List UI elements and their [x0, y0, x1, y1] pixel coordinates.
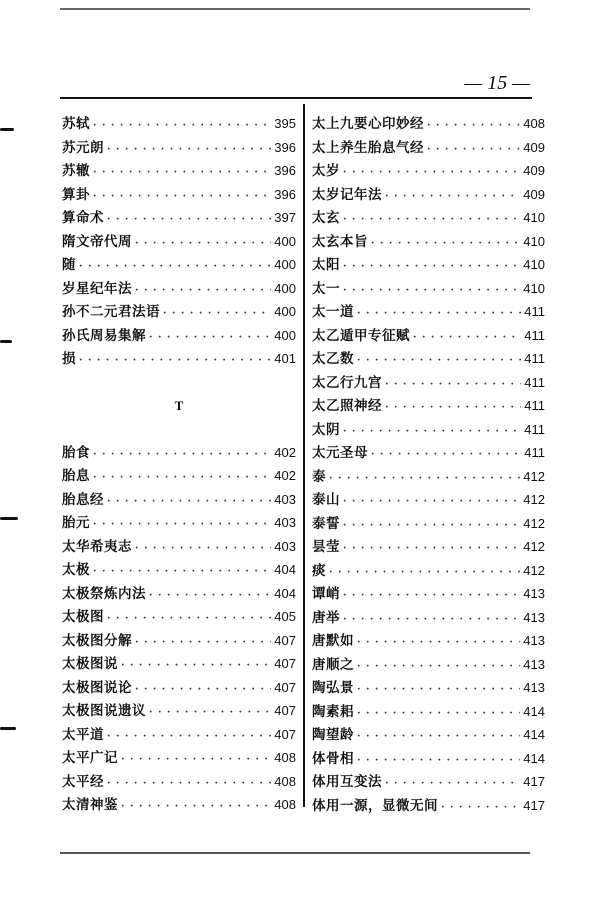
dot-leader [329, 467, 520, 491]
index-entry [312, 465, 545, 489]
entry-page-number: 413 [523, 633, 545, 648]
entry-term: 痰 [312, 562, 326, 579]
index-entry [312, 488, 545, 512]
entry-term: 太阴 [312, 421, 340, 438]
entry-term: 太上养生胎息气经 [312, 139, 424, 156]
entry-page-number: 405 [274, 609, 296, 624]
entry-term: 苏元朗 [62, 139, 104, 156]
index-entry [62, 488, 296, 512]
dot-leader [357, 749, 520, 773]
entry-page-number: 407 [274, 703, 296, 718]
entry-page-number: 413 [523, 609, 545, 625]
index-entry [62, 746, 296, 770]
dot-leader [385, 396, 521, 420]
dot-leader [135, 537, 271, 561]
dot-leader [343, 514, 520, 538]
entry-page-number: 411 [524, 304, 545, 319]
entry-page-number: 410 [523, 233, 545, 249]
entry-term: 隋文帝代周 [62, 233, 132, 250]
entry-page-number: 413 [523, 680, 545, 695]
entry-page-number: 412 [523, 539, 545, 554]
dot-leader [135, 631, 271, 655]
entry-page-number: 411 [524, 445, 545, 460]
dot-leader [149, 701, 271, 725]
dot-leader [343, 537, 520, 561]
entry-term: 谭峭 [312, 586, 340, 602]
dot-leader [93, 466, 271, 490]
entry-term: 太岁记年法 [312, 186, 382, 203]
entry-term: 太平经 [62, 773, 104, 790]
dot-leader [357, 655, 520, 679]
entry-page-number: 411 [524, 351, 545, 366]
dot-leader [357, 678, 520, 702]
entry-page-number: 411 [524, 421, 545, 437]
index-entry [312, 112, 545, 136]
entry-page-number: 396 [274, 163, 296, 178]
index-entry [62, 206, 296, 230]
index-column-right [312, 112, 545, 817]
index-entry [62, 558, 296, 582]
index-entry [312, 206, 545, 230]
entry-page-number: 404 [274, 585, 296, 601]
dot-leader [107, 208, 271, 232]
entry-page-number: 403 [274, 538, 296, 554]
index-entry [312, 253, 545, 277]
dot-leader [93, 513, 271, 537]
entry-page-number: 401 [274, 351, 296, 366]
entry-term: 陶素耜 [312, 703, 354, 720]
dot-leader [93, 560, 271, 584]
dot-leader [93, 185, 271, 209]
entry-page-number: 408 [274, 773, 296, 789]
entry-term: 胎息经 [62, 491, 104, 508]
entry-page-number: 409 [523, 139, 545, 155]
entry-page-number: 413 [523, 656, 545, 672]
dot-leader [135, 232, 271, 256]
page-number: — 15 — [464, 72, 530, 94]
entry-page-number: 412 [523, 492, 545, 507]
index-column-left [62, 112, 296, 817]
index-entry [312, 277, 545, 301]
entry-term: 泰 [312, 468, 326, 485]
index-entry [62, 770, 296, 794]
index-entry [312, 300, 545, 324]
entry-page-number: 402 [274, 444, 296, 460]
entry-page-number: 407 [274, 726, 296, 742]
index-entry [312, 418, 545, 442]
index-entry [312, 723, 545, 747]
dot-leader [385, 772, 520, 796]
dot-leader [79, 349, 271, 373]
entry-term: 太玄 [312, 210, 340, 226]
index-entry [62, 652, 296, 676]
entry-term: 胎息 [62, 468, 90, 484]
dot-leader [343, 255, 520, 279]
top-rule [60, 8, 530, 10]
dot-leader [135, 678, 271, 702]
dot-leader [107, 607, 271, 631]
index-entry [312, 136, 545, 160]
index-entry [62, 253, 296, 277]
dot-leader [343, 420, 521, 444]
header-rule [60, 97, 532, 99]
dot-leader [93, 161, 271, 185]
index-entry [62, 629, 296, 653]
dot-leader [135, 279, 271, 303]
entry-term: 胎元 [62, 515, 90, 531]
margin-mark [0, 340, 12, 343]
index-entry [62, 347, 296, 371]
dot-leader [121, 795, 271, 819]
dot-leader [357, 725, 520, 749]
entry-term: 太极图说 [62, 656, 118, 672]
entry-page-number: 396 [274, 186, 296, 202]
entry-term: 太乙行九宫 [312, 374, 382, 391]
entry-term: 唐举 [312, 609, 340, 626]
dot-leader [343, 608, 520, 632]
entry-page-number: 417 [523, 774, 545, 789]
entry-page-number: 400 [274, 280, 296, 296]
entry-page-number: 400 [274, 257, 296, 272]
dot-leader [121, 748, 271, 772]
dot-leader [93, 443, 271, 467]
dot-leader [441, 796, 520, 820]
entry-page-number: 396 [274, 139, 296, 155]
entry-page-number: 414 [523, 750, 545, 766]
entry-term: 岁星纪年法 [62, 280, 132, 297]
index-entry [62, 159, 296, 183]
entry-term: 唐默如 [312, 633, 354, 649]
entry-page-number: 397 [274, 210, 296, 225]
entry-page-number: 412 [523, 562, 545, 578]
entry-term: 胎食 [62, 444, 90, 461]
index-entry [62, 441, 296, 465]
dot-leader [413, 326, 521, 350]
entry-page-number: 413 [523, 586, 545, 601]
entry-term: 体用互变法 [312, 774, 382, 790]
dot-leader [357, 702, 520, 726]
entry-term: 太一道 [312, 304, 354, 320]
entry-page-number: 412 [523, 468, 545, 484]
dot-leader [107, 138, 271, 162]
index-entry [62, 112, 296, 136]
entry-page-number: 409 [523, 186, 545, 202]
entry-term: 昙莹 [312, 539, 340, 555]
entry-page-number: 407 [274, 656, 296, 671]
entry-page-number: 412 [523, 515, 545, 531]
entry-term: 损 [62, 351, 76, 367]
entry-term: 唐顺之 [312, 656, 354, 673]
index-entry [62, 324, 296, 348]
margin-mark [0, 727, 16, 730]
index-entry [312, 394, 545, 418]
entry-page-number: 407 [274, 632, 296, 648]
dot-leader [427, 114, 520, 138]
entry-term: 太极祭炼内法 [62, 585, 146, 602]
entry-term: 太极 [62, 562, 90, 578]
index-list-after [62, 441, 296, 817]
entry-term: 太岁 [312, 163, 340, 179]
dot-leader [79, 255, 271, 279]
column-divider [303, 104, 305, 807]
entry-page-number: 400 [274, 233, 296, 249]
entry-term: 苏轼 [62, 116, 90, 132]
dot-leader [93, 114, 271, 138]
entry-term: 随 [62, 257, 76, 273]
index-entry [312, 582, 545, 606]
index-entry [312, 559, 545, 583]
entry-term: 太华希夷志 [62, 538, 132, 555]
entry-term: 太乙照神经 [312, 398, 382, 414]
entry-page-number: 410 [523, 210, 545, 225]
dot-leader [107, 490, 271, 514]
index-entry [312, 535, 545, 559]
dot-leader [427, 138, 520, 162]
entry-term: 体用一源，显微无间 [312, 797, 438, 814]
entry-term: 陶望龄 [312, 727, 354, 743]
dot-leader [343, 208, 520, 232]
index-entry [62, 605, 296, 629]
entry-page-number: 408 [523, 116, 545, 131]
entry-page-number: 411 [524, 374, 545, 390]
index-entry [62, 136, 296, 160]
dot-leader [371, 232, 520, 256]
index-entry [312, 324, 545, 348]
bottom-rule [60, 852, 530, 854]
entry-term: 太乙遁甲专征赋 [312, 327, 410, 344]
entry-term: 孙氏周易集解 [62, 327, 146, 344]
entry-term: 太乙数 [312, 351, 354, 367]
entry-term: 太玄本旨 [312, 233, 368, 250]
dot-leader [343, 584, 520, 608]
entry-page-number: 400 [274, 327, 296, 343]
index-entry [62, 699, 296, 723]
entry-page-number: 410 [523, 280, 545, 296]
dot-leader [371, 443, 521, 467]
index-entry [62, 535, 296, 559]
entry-page-number: 417 [523, 797, 545, 813]
dot-leader [107, 772, 271, 796]
entry-term: 太平道 [62, 726, 104, 743]
dot-leader [385, 373, 521, 397]
entry-term: 泰誓 [312, 515, 340, 532]
entry-term: 太一 [312, 280, 340, 297]
index-entry [312, 441, 545, 465]
dot-leader [357, 349, 521, 373]
index-entry [312, 794, 545, 818]
index-entry [312, 606, 545, 630]
entry-term: 太极图说遗议 [62, 703, 146, 719]
entry-page-number: 414 [523, 727, 545, 742]
index-entry [62, 723, 296, 747]
entry-term: 太清神鉴 [62, 797, 118, 813]
index-entry [312, 676, 545, 700]
entry-term: 太极图分解 [62, 632, 132, 649]
margin-mark [0, 128, 14, 131]
index-list-right [312, 112, 545, 817]
entry-term: 太平广记 [62, 750, 118, 766]
entry-term: 太上九要心印妙经 [312, 116, 424, 132]
dot-leader [385, 185, 520, 209]
dot-leader [107, 725, 271, 749]
entry-term: 泰山 [312, 492, 340, 508]
dot-leader [329, 561, 520, 585]
index-entry [62, 676, 296, 700]
entry-page-number: 404 [274, 562, 296, 577]
entry-page-number: 407 [274, 679, 296, 695]
index-entry [312, 347, 545, 371]
entry-page-number: 410 [523, 257, 545, 272]
entry-term: 孙不二元君法语 [62, 304, 160, 320]
index-entry [312, 629, 545, 653]
entry-page-number: 395 [274, 116, 296, 131]
entry-term: 太极图说论 [62, 679, 132, 696]
index-entry [62, 183, 296, 207]
index-entry [312, 770, 545, 794]
section-heading-t: T [174, 397, 184, 413]
index-entry [312, 159, 545, 183]
dot-leader [343, 490, 520, 514]
entry-page-number: 411 [524, 398, 545, 413]
dot-leader [149, 326, 271, 350]
dot-leader [121, 654, 271, 678]
dot-leader [343, 161, 520, 185]
index-entry [62, 582, 296, 606]
index-entry [312, 512, 545, 536]
index-entry [62, 230, 296, 254]
entry-term: 算卦 [62, 186, 90, 203]
entry-page-number: 402 [274, 468, 296, 483]
dot-leader [149, 584, 271, 608]
entry-page-number: 408 [274, 750, 296, 765]
index-entry [62, 300, 296, 324]
entry-term: 体骨相 [312, 750, 354, 767]
dot-leader [357, 631, 520, 655]
entry-term: 太阳 [312, 257, 340, 273]
margin-mark [0, 517, 18, 520]
index-entry [62, 277, 296, 301]
entry-page-number: 403 [274, 515, 296, 530]
index-list-before [62, 112, 296, 371]
index-entry [312, 747, 545, 771]
index-entry [62, 793, 296, 817]
entry-term: 算命术 [62, 210, 104, 226]
index-entry [312, 230, 545, 254]
entry-page-number: 400 [274, 304, 296, 319]
index-entry [312, 653, 545, 677]
index-entry [312, 183, 545, 207]
entry-term: 苏辙 [62, 163, 90, 179]
dot-leader [163, 302, 271, 326]
entry-page-number: 408 [274, 797, 296, 812]
entry-term: 太元圣母 [312, 445, 368, 461]
entry-page-number: 411 [524, 327, 545, 343]
index-entry [312, 371, 545, 395]
entry-page-number: 409 [523, 163, 545, 178]
index-entry [312, 700, 545, 724]
dot-leader [357, 302, 521, 326]
entry-term: 陶弘景 [312, 680, 354, 696]
entry-page-number: 414 [523, 703, 545, 719]
dot-leader [343, 279, 520, 303]
index-entry [62, 511, 296, 535]
entry-page-number: 403 [274, 491, 296, 507]
entry-term: 太极图 [62, 609, 104, 625]
index-entry [62, 464, 296, 488]
